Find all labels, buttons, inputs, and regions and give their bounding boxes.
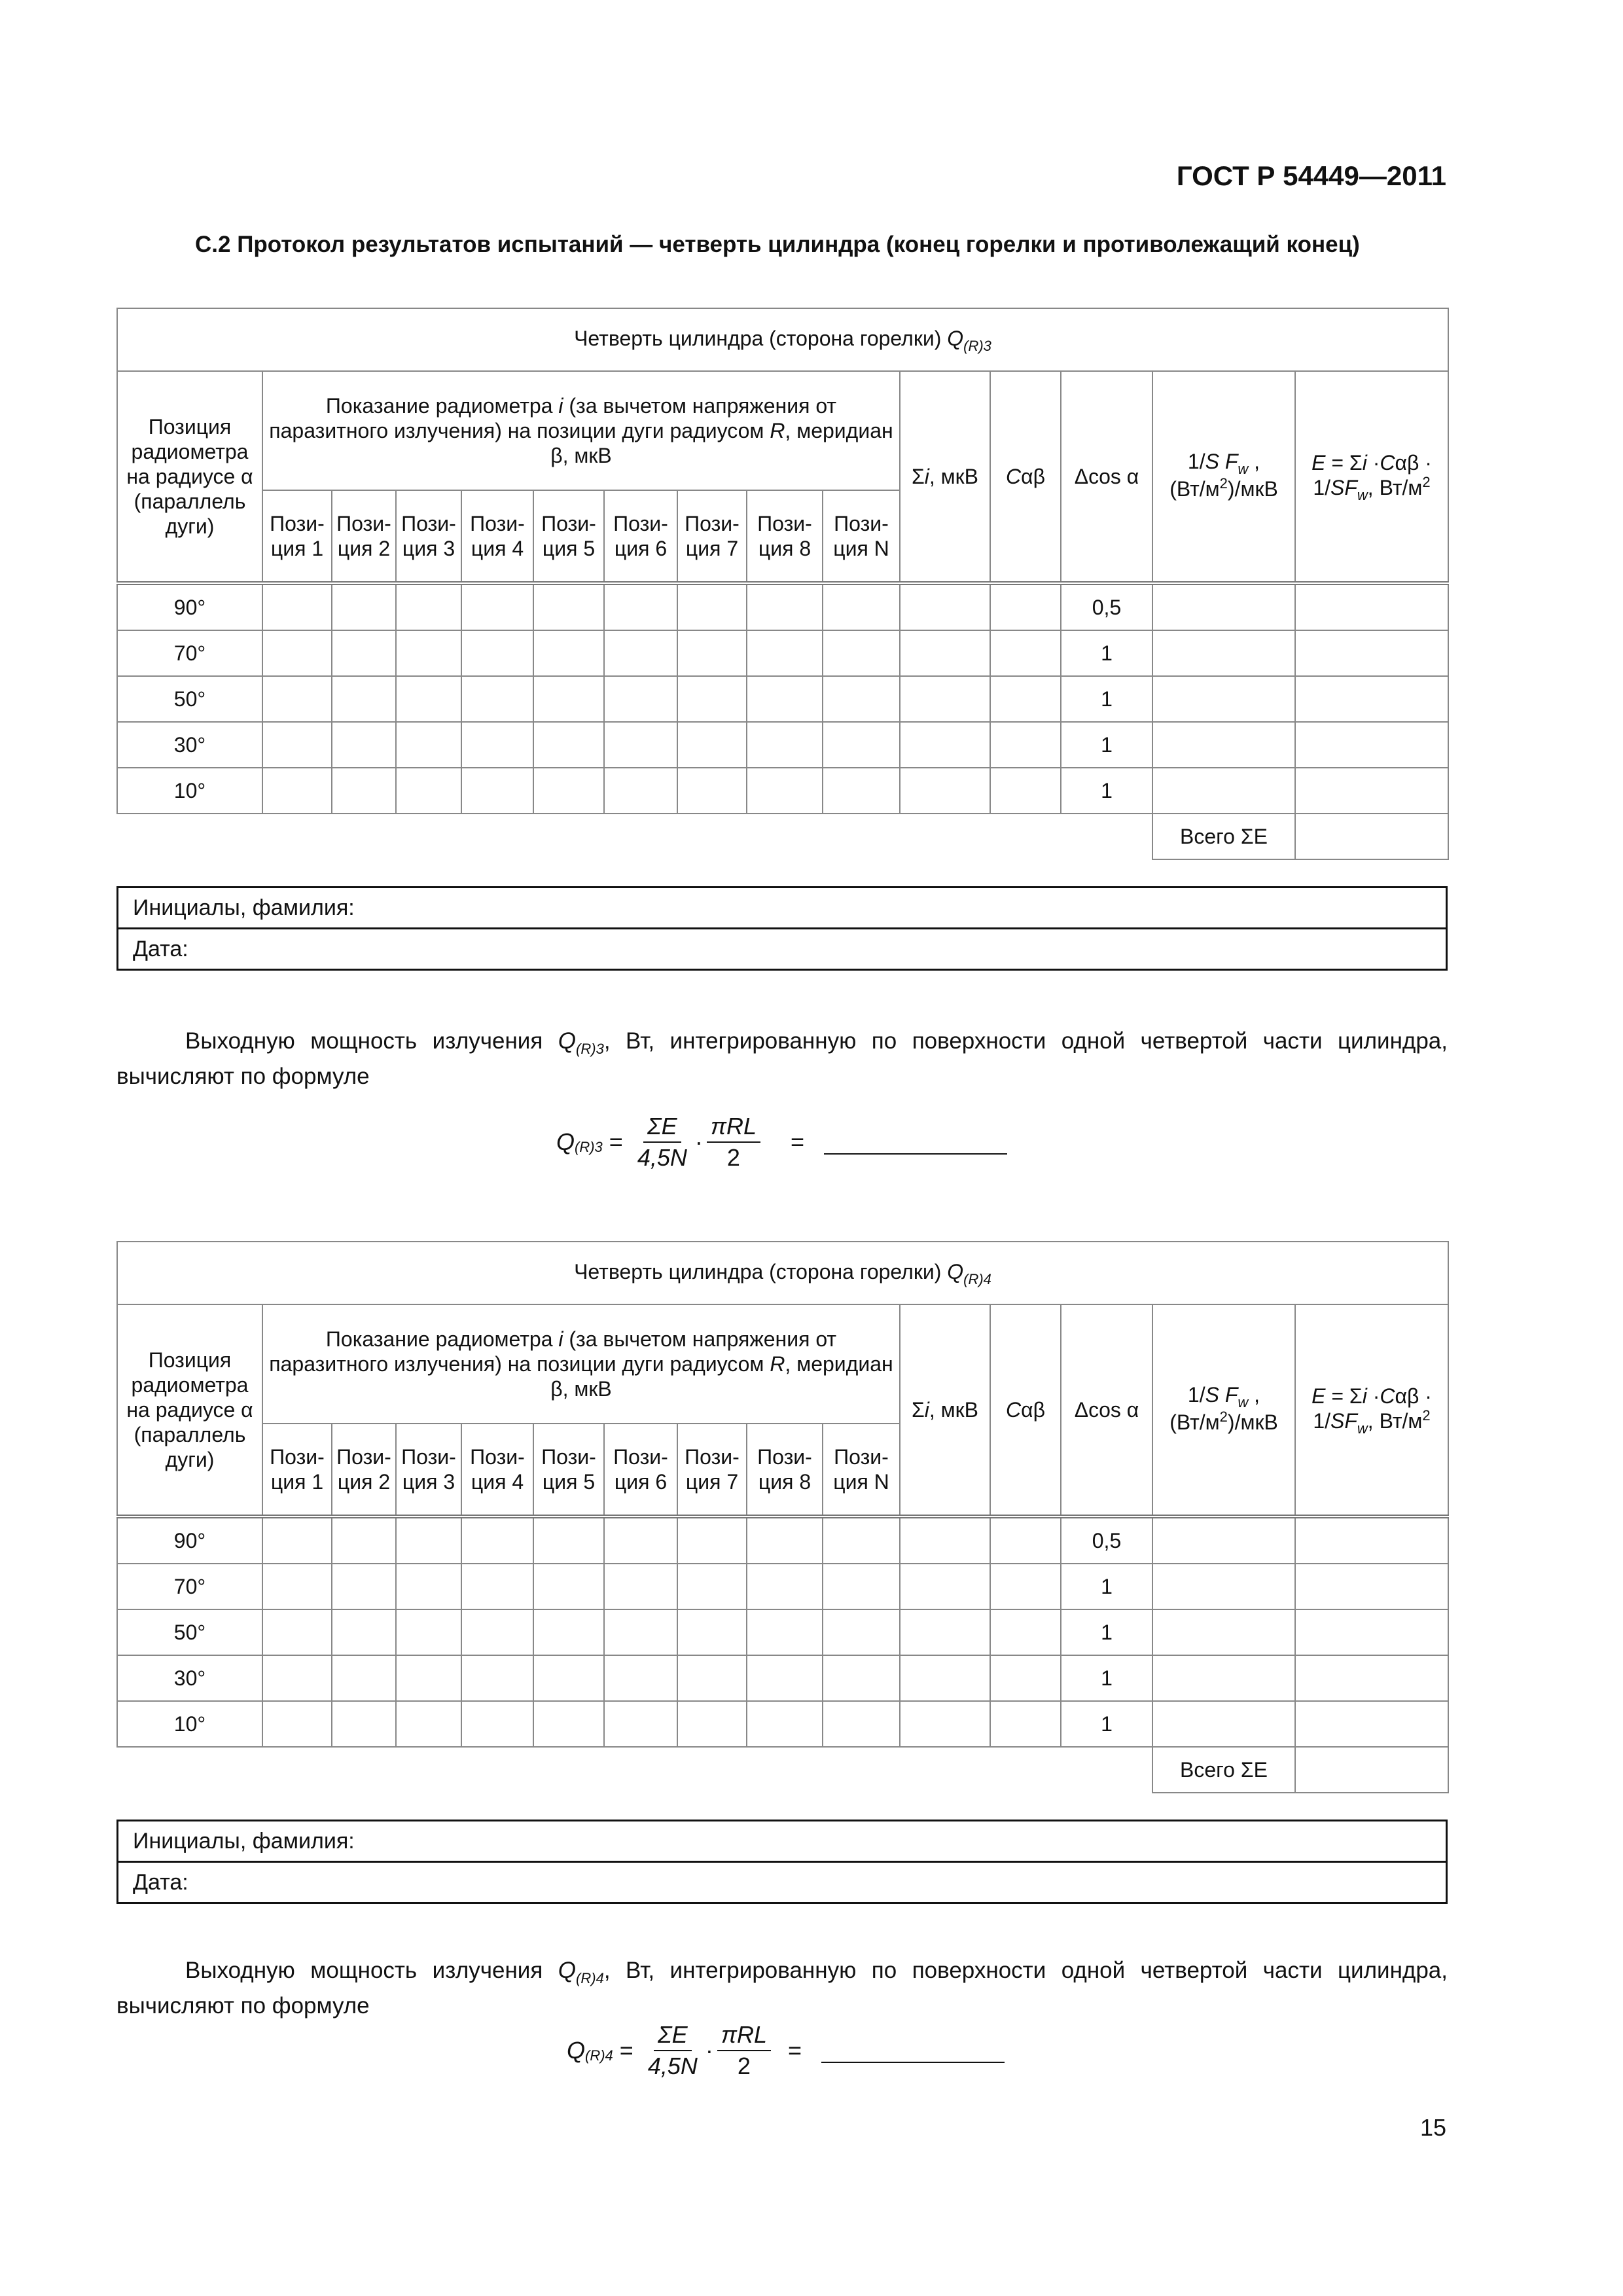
c-alpha-beta-header: Cαβ	[990, 1304, 1061, 1516]
position-col-7: Пози-ция 7	[677, 490, 747, 583]
sfw-header: 1/S $F_w$ , $(Вт/м^2)$/мкВ	[1152, 1304, 1295, 1516]
position-col-6: Пози-ция 6	[604, 490, 677, 583]
table-row	[117, 722, 1448, 768]
position-col-5: Пози-ция 5	[533, 490, 604, 583]
position-col-8: Пози-ция 8	[747, 490, 823, 583]
dcos-cell: 0,5	[1061, 1516, 1152, 1564]
date-field: Дата:	[133, 937, 188, 961]
position-col-4: Пози-ция 4	[461, 1424, 533, 1516]
position-header: Позиция радиометра на радиусе α (параллель дуги)	[117, 1304, 262, 1516]
angle-cell: 10°	[117, 1701, 262, 1747]
delta-cos-header: Δcos α	[1061, 1304, 1152, 1516]
date-field: Дата:	[133, 1870, 188, 1895]
reading-header: Показание радиометра i (за вычетом напряжения от паразитного излучения) на позиции дуги радиусом R, меридиан β, мкВ	[262, 1304, 900, 1424]
angle-cell: 10°	[117, 768, 262, 814]
document-code: ГОСТ Р 54449—2011	[1176, 160, 1446, 191]
total-row	[117, 814, 1448, 859]
position-header: Позиция радиометра на радиусе α (параллель дуги)	[117, 371, 262, 583]
formula-q3: Q (R)3 = $\frac{\Sigma E}{4,5N}$ · $\frac{\text{πRL}}{2}$ =	[556, 1111, 1007, 1173]
table-caption: Четверть цилиндра (сторона горелки) $Q_{(R)4}$	[117, 1242, 1448, 1304]
e-header: E = Σi ·Cαβ · $1/SF_w$, $Вт/м^2$	[1295, 371, 1448, 583]
angle-cell: 30°	[117, 1655, 262, 1701]
protocol-table-q3	[116, 308, 1449, 860]
angle-cell: 70°	[117, 630, 262, 676]
position-col-6: Пози-ция 6	[604, 1424, 677, 1516]
dcos-cell: 1	[1061, 676, 1152, 722]
angle-cell: 50°	[117, 1609, 262, 1655]
result-blank	[824, 1130, 1007, 1155]
position-col-n: Пози-ция N	[823, 1424, 900, 1516]
output-power-paragraph-q4: Выходную мощность излучения $Q_{(R)4}$, Вт, интегрированную по поверхности одной четвертой части цилиндра, вычисляют по формуле	[116, 1958, 1448, 2018]
position-col-1: Пози-ция 1	[262, 1424, 332, 1516]
angle-cell: 30°	[117, 722, 262, 768]
table-row	[117, 768, 1448, 814]
table-row	[117, 1564, 1448, 1609]
e-header: E = Σi ·Cαβ · $1/SF_w$, $Вт/м^2$	[1295, 1304, 1448, 1516]
dcos-cell: 0,5	[1061, 583, 1152, 630]
table-row	[117, 1609, 1448, 1655]
dcos-cell: 1	[1061, 630, 1152, 676]
position-col-5: Пози-ция 5	[533, 1424, 604, 1516]
dcos-cell: 1	[1061, 1609, 1152, 1655]
signature-block-q3	[116, 886, 1448, 971]
table-row	[117, 1655, 1448, 1701]
result-blank	[821, 2038, 1005, 2063]
delta-cos-header: Δcos α	[1061, 371, 1152, 583]
total-row	[117, 1747, 1448, 1793]
position-col-4: Пози-ция 4	[461, 490, 533, 583]
table-row	[117, 1701, 1448, 1747]
output-power-paragraph-q3: Выходную мощность излучения $Q_{(R)3}$, Вт, интегрированную по поверхности одной четвертой части цилиндра, вычисляют по формуле	[116, 1028, 1448, 1089]
page-number: 15	[1419, 2114, 1446, 2141]
position-col-8: Пози-ция 8	[747, 1424, 823, 1516]
position-col-n: Пози-ция N	[823, 490, 900, 583]
sum-i-header: Σi, мкВ	[900, 371, 990, 583]
section-heading: С.2 Протокол результатов испытаний — четверть цилиндра (конец горелки и противолежащий конец)	[195, 232, 1360, 257]
position-col-2: Пози-ция 2	[332, 490, 396, 583]
dcos-cell: 1	[1061, 1564, 1152, 1609]
angle-cell: 50°	[117, 676, 262, 722]
angle-cell: 90°	[117, 1516, 262, 1564]
position-col-2: Пози-ция 2	[332, 1424, 396, 1516]
total-value	[1295, 814, 1448, 859]
position-col-3: Пози-ция 3	[396, 1424, 461, 1516]
table-row	[117, 676, 1448, 722]
table-row	[117, 583, 1448, 630]
initials-field: Инициалы, фамилия:	[118, 1821, 1446, 1863]
dcos-cell: 1	[1061, 722, 1152, 768]
dcos-cell: 1	[1061, 768, 1152, 814]
total-label: Всего ΣE	[1152, 814, 1295, 859]
protocol-table-q4	[116, 1241, 1449, 1793]
table-row	[117, 630, 1448, 676]
angle-cell: 70°	[117, 1564, 262, 1609]
dcos-cell: 1	[1061, 1701, 1152, 1747]
c-alpha-beta-header: Cαβ	[990, 371, 1061, 583]
dcos-cell: 1	[1061, 1655, 1152, 1701]
position-col-3: Пози-ция 3	[396, 490, 461, 583]
sum-i-header: Σi, мкВ	[900, 1304, 990, 1516]
sfw-header: 1/S $F_w$ , $(Вт/м^2)$/мкВ	[1152, 371, 1295, 583]
reading-header: Показание радиометра i (за вычетом напряжения от паразитного излучения) на позиции дуги радиусом R, меридиан β, мкВ	[262, 371, 900, 490]
table-row	[117, 1516, 1448, 1564]
total-value	[1295, 1747, 1448, 1793]
total-label: Всего ΣE	[1152, 1747, 1295, 1793]
formula-q4: Q (R)4 = $\frac{\Sigma E}{4,5N}$ · $\frac{\text{πRL}}{2}$ =	[567, 2020, 1005, 2081]
signature-block-q4	[116, 1820, 1448, 1904]
position-col-7: Пози-ция 7	[677, 1424, 747, 1516]
table-caption: Четверть цилиндра (сторона горелки) $Q_{(R)3}$	[117, 308, 1448, 371]
angle-cell: 90°	[117, 583, 262, 630]
position-col-1: Пози-ция 1	[262, 490, 332, 583]
initials-field: Инициалы, фамилия:	[118, 888, 1446, 929]
